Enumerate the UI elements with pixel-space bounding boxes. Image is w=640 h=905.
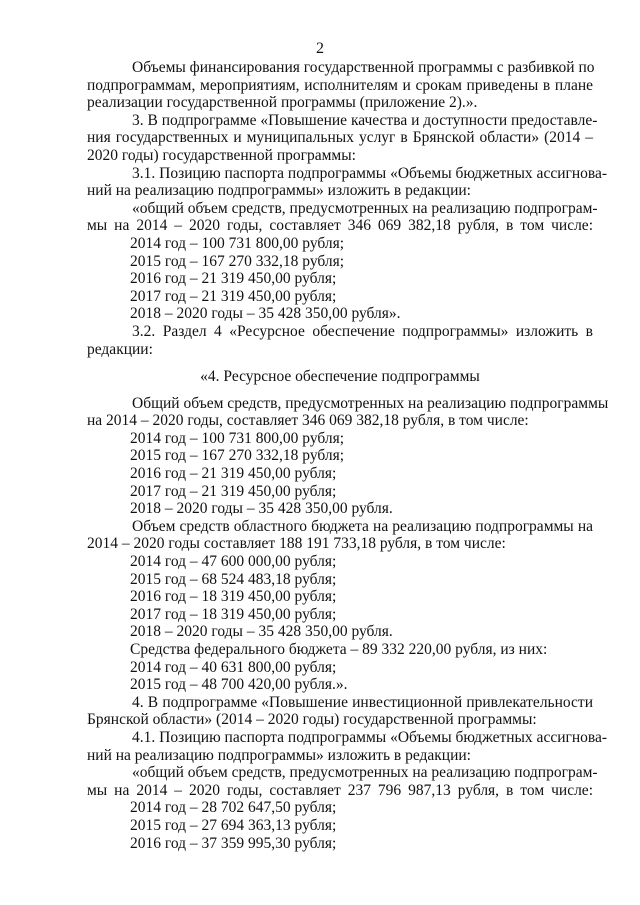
- text-line: 3. В подпрограмме «Повышение качества и доступности предоставле-: [132, 111, 598, 129]
- text-line: 2016 год – 37 359 995,30 рубля;: [130, 834, 337, 852]
- text-line: Средства федерального бюджета – 89 332 220,00 рубля, из них:: [130, 641, 548, 658]
- text-line: 2017 год – 21 319 450,00 рубля;: [130, 287, 337, 305]
- text-line: 2016 год – 21 319 450,00 рубля;: [130, 465, 337, 483]
- text-line: 2015 год – 167 270 332,18 рубля;: [130, 252, 345, 270]
- document-body: [87, 59, 609, 852]
- text-line: редакции:: [87, 340, 153, 358]
- text-line: 2015 год – 68 524 483,18 рубля;: [130, 570, 337, 588]
- text-line: 3.1. Позицию паспорта подпрограммы «Объемы бюджетных ассигнова-: [132, 164, 608, 182]
- text-line: 2018 – 2020 годы – 35 428 350,00 рубля.: [130, 500, 393, 518]
- text-line: 4.1. Позицию паспорта подпрограммы «Объемы бюджетных ассигнова-: [132, 728, 608, 746]
- text-line: Объемы финансирования государственной программы с разбивкой по: [132, 59, 595, 76]
- text-line: Брянской области» (2014 – 2020 годы) государственной программы:: [87, 711, 537, 729]
- text-line: 2020 годы) государственной программы:: [87, 146, 356, 164]
- page-number: 2: [316, 40, 324, 57]
- text-line: ний на реализацию подпрограммы» изложить в редакции:: [87, 746, 471, 764]
- text-line: 4. В подпрограмме «Повышение инвестиционной привлекательности: [132, 693, 593, 711]
- text-line: реализации государственной программы (приложение 2).».: [87, 94, 478, 112]
- text-line: ний на реализацию подпрограммы» изложить в редакции:: [87, 182, 471, 200]
- text-line: 2014 год – 40 631 800,00 рубля;: [130, 658, 337, 676]
- text-line: 2015 год – 27 694 363,13 рубля;: [130, 816, 337, 834]
- text-line: подпрограммам, мероприятиям, исполнителям и срокам приведены в плане: [87, 76, 593, 94]
- text-line: 2014 год – 28 702 647,50 рубля;: [130, 799, 337, 817]
- text-line: 2015 год – 48 700 420,00 рубля.».: [130, 676, 348, 694]
- text-line: 2014 год – 100 731 800,00 рубля;: [130, 429, 345, 447]
- text-line: ния государственных и муниципальных услуг в Брянской области» (2014 –: [87, 129, 593, 147]
- text-line: 2018 – 2020 годы – 35 428 350,00 рубля».: [130, 305, 401, 323]
- text-line: 2016 год – 21 319 450,00 рубля;: [130, 270, 337, 288]
- text-line: мы на 2014 – 2020 годы, составляет 237 796 987,13 рубля, в том числе:: [87, 781, 593, 799]
- text-line: мы на 2014 – 2020 годы, составляет 346 069 382,18 рубля, в том числе:: [87, 217, 593, 235]
- text-line: 2014 год – 100 731 800,00 рубля;: [130, 234, 345, 252]
- text-line: 2017 год – 18 319 450,00 рубля;: [130, 605, 337, 623]
- text-line: на 2014 – 2020 годы, составляет 346 069 382,18 рубля, в том числе:: [87, 412, 529, 430]
- text-line: Объем средств областного бюджета на реализацию подпрограммы на: [132, 517, 593, 535]
- text-line: «общий объем средств, предусмотренных на реализацию подпрограм-: [132, 764, 598, 782]
- text-line: 2014 год – 47 600 000,00 рубля;: [130, 553, 337, 571]
- text-line: 3.2. Раздел 4 «Ресурсное обеспечение подпрограммы» изложить в: [132, 322, 593, 340]
- section-heading: «4. Ресурсное обеспечение подпрограммы: [200, 368, 480, 386]
- text-line: 2018 – 2020 годы – 35 428 350,00 рубля.: [130, 623, 393, 641]
- text-line: 2015 год – 167 270 332,18 рубля;: [130, 447, 345, 465]
- text-line: 2017 год – 21 319 450,00 рубля;: [130, 482, 337, 500]
- text-line: «общий объем средств, предусмотренных на реализацию подпрограм-: [132, 199, 598, 217]
- text-line: 2014 – 2020 годы составляет 188 191 733,18 рубля, в том числе:: [87, 535, 506, 553]
- text-line: 2016 год – 18 319 450,00 рубля;: [130, 588, 337, 606]
- text-line: Общий объем средств, предусмотренных на реализацию подпрограммы: [132, 394, 609, 412]
